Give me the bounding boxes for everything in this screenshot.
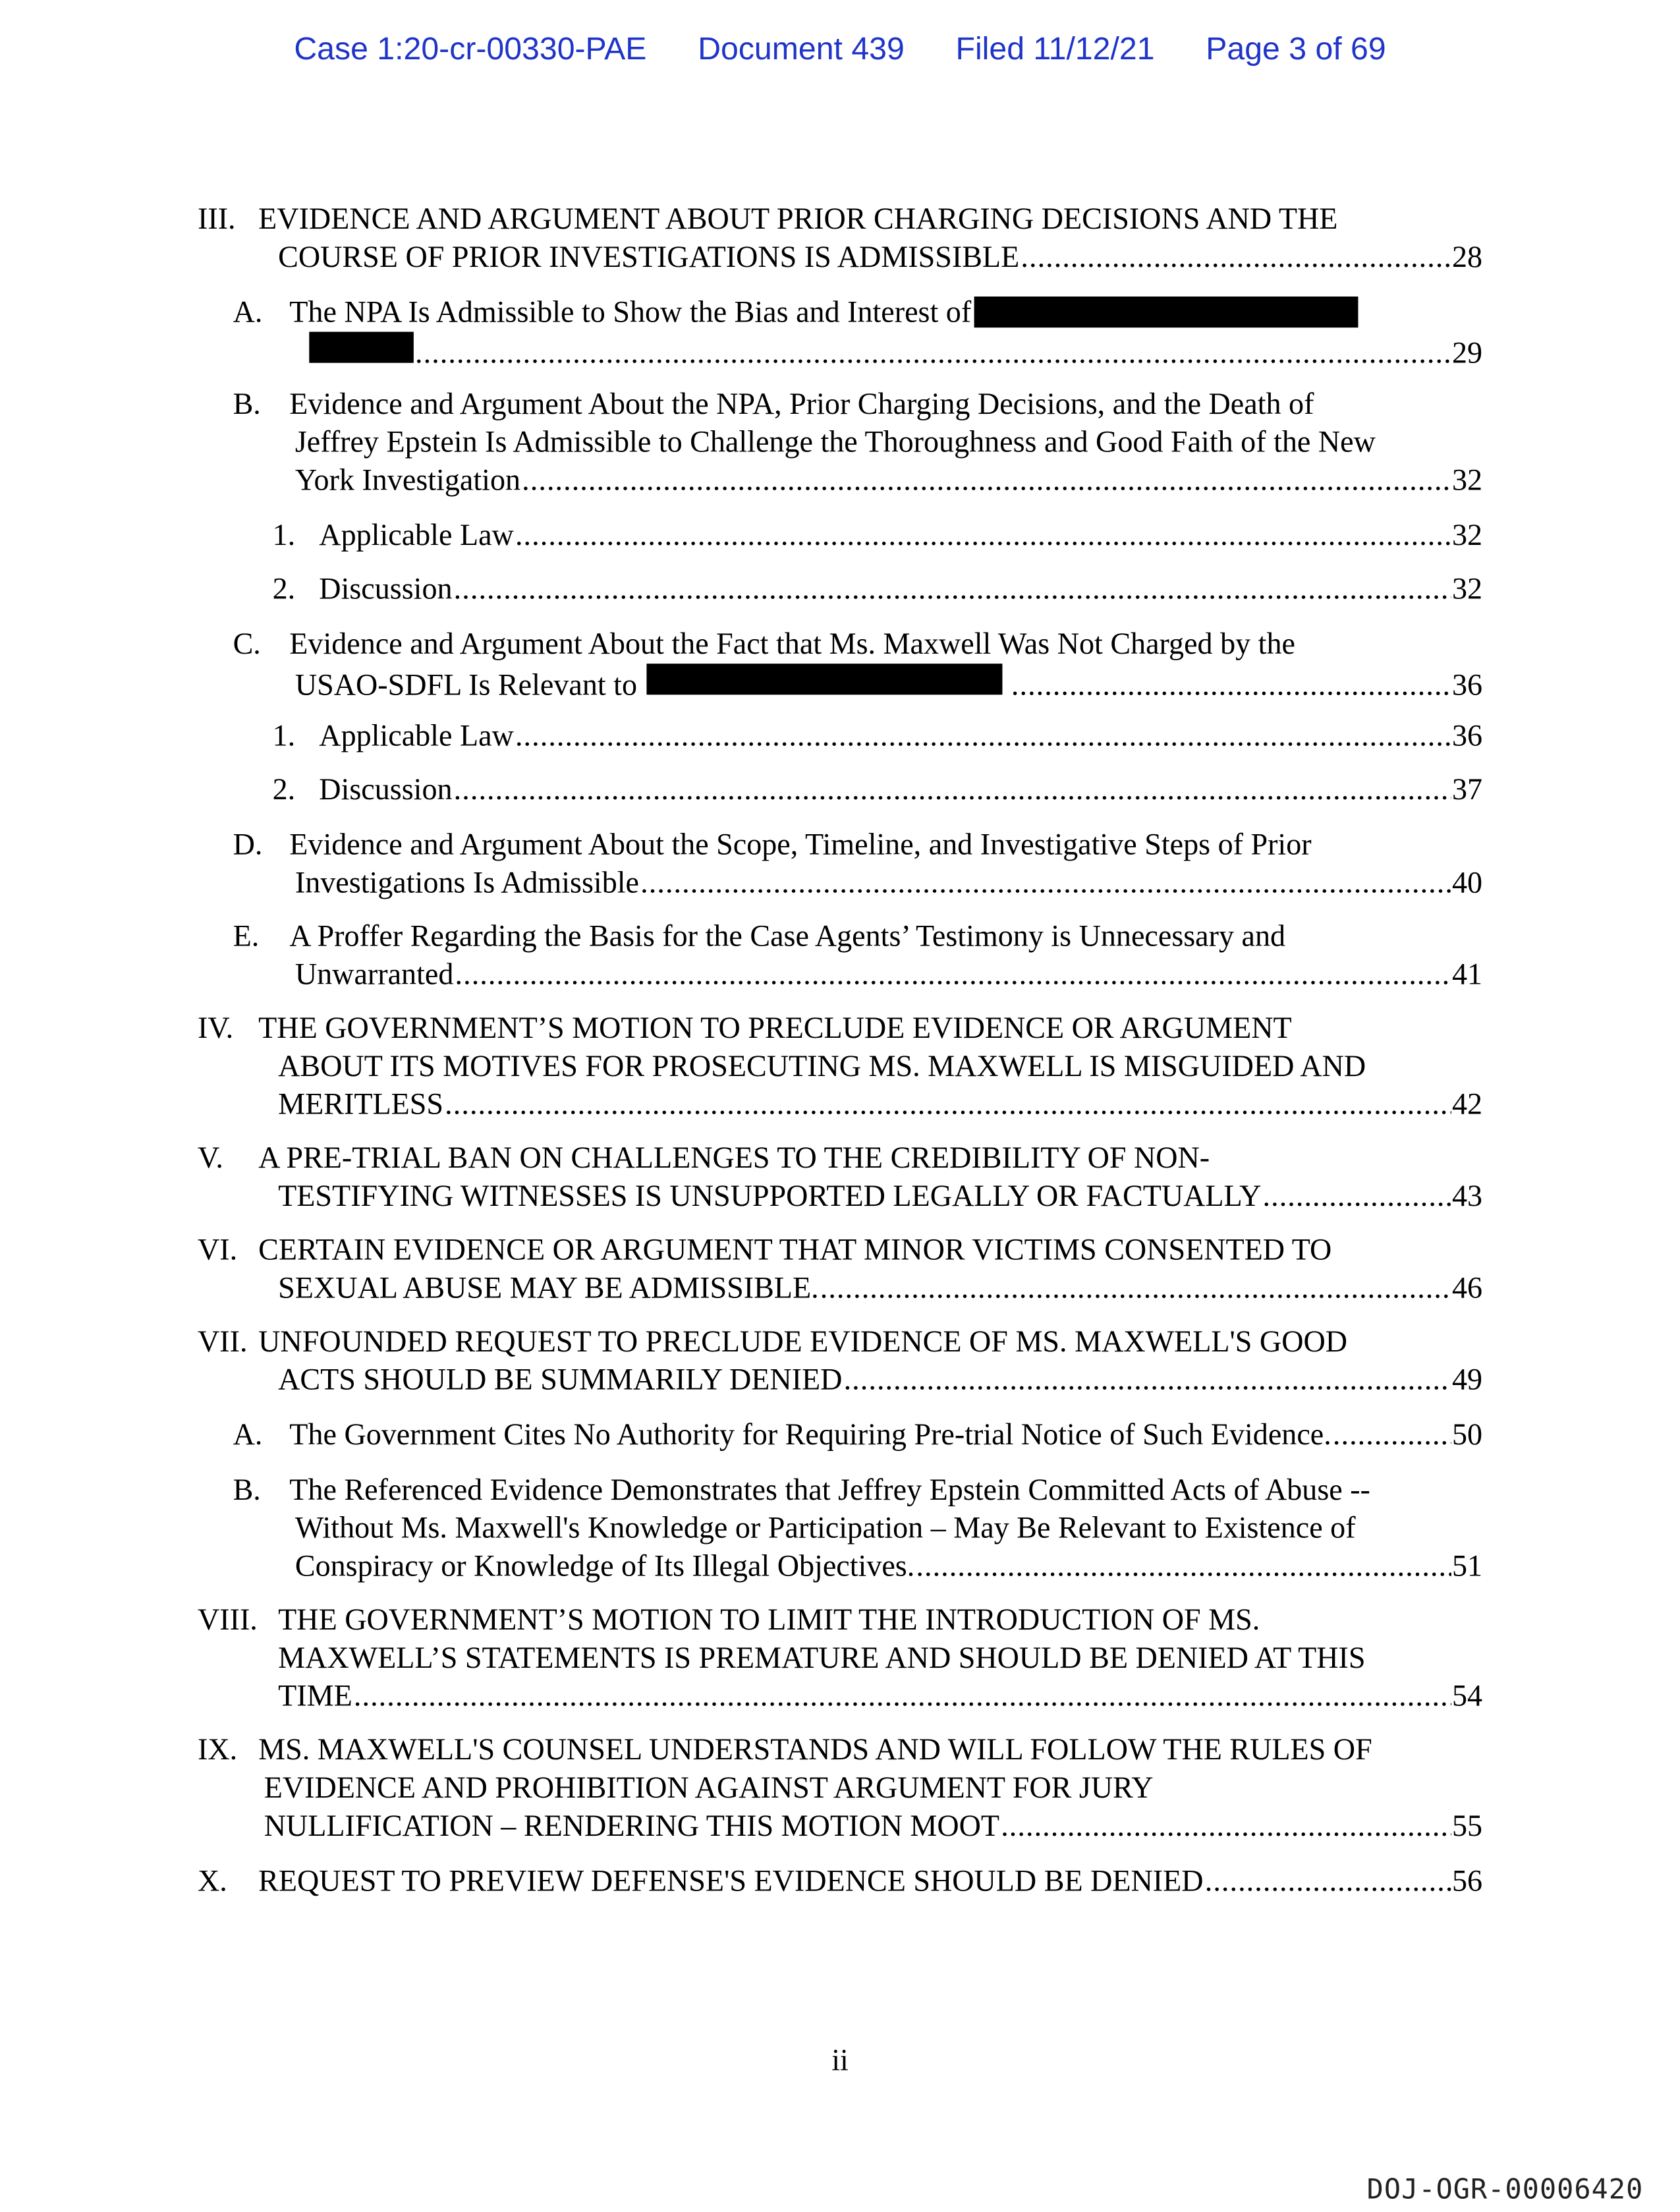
toc-heading: MERITLESS xyxy=(278,1087,444,1121)
toc-entry-iii-b-1 xyxy=(273,517,1482,555)
dot-leader xyxy=(844,1361,1451,1400)
toc-label: A. xyxy=(233,295,263,329)
toc-entry-vii-a xyxy=(233,1416,1482,1454)
toc-label: VI. xyxy=(198,1232,238,1267)
document-number: Document 439 xyxy=(698,31,905,67)
dot-leader xyxy=(522,462,1451,500)
toc-heading: CERTAIN EVIDENCE OR ARGUMENT THAT MINOR VICTIMS CONSENTED TO xyxy=(258,1232,1332,1267)
toc-heading: ACTS SHOULD BE SUMMARILY DENIED xyxy=(278,1362,843,1397)
dot-leader xyxy=(1205,1862,1451,1900)
dot-leader xyxy=(916,1548,1450,1586)
toc-heading: Without Ms. Maxwell's Knowledge or Participation – May Be Relevant to Existence of xyxy=(294,1510,1356,1545)
toc-page-number: 29 xyxy=(1451,336,1483,370)
toc-entry-iii-c-1 xyxy=(273,718,1482,756)
toc-heading: UNFOUNDED REQUEST TO PRECLUDE EVIDENCE OF MS. MAXWELL'S GOOD xyxy=(258,1324,1348,1359)
toc-entry-vii xyxy=(198,1323,1482,1400)
toc-heading: Conspiracy or Knowledge of Its Illegal Objectives. xyxy=(294,1548,915,1583)
toc-label: A. xyxy=(233,1417,263,1452)
toc-heading: The NPA Is Admissible to Show the Bias and Interest of xyxy=(289,295,972,329)
toc-heading: Evidence and Argument About the Fact that Ms. Maxwell Was Not Charged by the xyxy=(289,627,1295,661)
toc-heading: The Government Cites No Authority for Requiring Pre-trial Notice of Such Evidence. xyxy=(289,1417,1331,1452)
toc-page-number: 56 xyxy=(1451,1863,1483,1898)
toc-label: III. xyxy=(198,202,236,236)
toc-label: X. xyxy=(198,1863,227,1898)
toc-label: B. xyxy=(233,387,261,421)
toc-heading: Investigations Is Admissible xyxy=(294,865,640,900)
dot-leader xyxy=(454,771,1451,809)
toc-label: 2. xyxy=(272,772,296,807)
toc-heading: Discussion xyxy=(319,772,453,807)
toc-entry-iii-c-2 xyxy=(273,771,1482,809)
toc-page-number: 32 xyxy=(1451,463,1483,497)
toc-label: C. xyxy=(233,627,261,661)
toc-entry-iii-b xyxy=(233,385,1482,500)
redaction-bar xyxy=(647,664,1003,695)
redaction-bar xyxy=(974,297,1358,327)
toc-page-number: 40 xyxy=(1451,865,1483,900)
toc-entry-iii xyxy=(198,200,1482,277)
toc-heading: A Proffer Regarding the Basis for the Case Agents’ Testimony is Unnecessary and xyxy=(289,919,1286,953)
toc-label: VIII. xyxy=(198,1602,258,1637)
dot-leader xyxy=(1263,1177,1451,1216)
toc-label: V. xyxy=(198,1141,223,1175)
toc-heading: TESTIFYING WITNESSES IS UNSUPPORTED LEGALLY OR FACTUALLY xyxy=(278,1179,1262,1213)
toc-entry-vii-b xyxy=(233,1471,1482,1586)
toc-page-number: 46 xyxy=(1451,1270,1483,1305)
toc-page-number: 32 xyxy=(1451,571,1483,606)
toc-label: IV. xyxy=(198,1011,234,1045)
toc-entry-iv xyxy=(198,1009,1482,1124)
toc-page-number: 42 xyxy=(1451,1087,1483,1121)
toc-entry-iii-c xyxy=(233,625,1482,702)
dot-leader xyxy=(455,956,1451,994)
toc-heading: The Referenced Evidence Demonstrates that Jeffrey Epstein Committed Acts of Abuse -- xyxy=(289,1473,1370,1507)
toc-page-number: 37 xyxy=(1451,772,1483,807)
dot-leader xyxy=(415,335,1451,373)
toc-heading: THE GOVERNMENT’S MOTION TO PRECLUDE EVIDENCE OR ARGUMENT xyxy=(258,1011,1292,1045)
toc-heading: MS. MAXWELL'S COUNSEL UNDERSTANDS AND WILL FOLLOW THE RULES OF xyxy=(258,1732,1372,1767)
dot-leader xyxy=(354,1678,1451,1716)
dot-leader xyxy=(640,864,1451,902)
toc-page-number: 36 xyxy=(1451,718,1483,753)
toc-entry-iii-a xyxy=(233,294,1482,370)
toc-heading: Evidence and Argument About the Scope, Timeline, and Investigative Steps of Prior xyxy=(289,827,1312,862)
toc-heading: NULLIFICATION – RENDERING THIS MOTION MOOT xyxy=(264,1809,1000,1843)
toc-page-number: 28 xyxy=(1451,240,1483,274)
toc-page-number: 32 xyxy=(1451,518,1483,552)
toc-label: IX. xyxy=(198,1732,238,1767)
toc-heading: ABOUT ITS MOTIVES FOR PROSECUTING MS. MAXWELL IS MISGUIDED AND xyxy=(278,1049,1366,1083)
toc-heading: SEXUAL ABUSE MAY BE ADMISSIBLE. xyxy=(278,1270,819,1305)
dot-leader xyxy=(515,517,1451,555)
toc-heading: EVIDENCE AND PROHIBITION AGAINST ARGUMENT FOR JURY xyxy=(264,1771,1154,1805)
toc-page-number: 55 xyxy=(1451,1809,1483,1843)
toc-heading: EVIDENCE AND ARGUMENT ABOUT PRIOR CHARGING DECISIONS AND THE xyxy=(258,202,1338,236)
toc-heading: TIME xyxy=(278,1678,352,1713)
toc-label: 1. xyxy=(272,518,296,552)
toc-heading: MAXWELL’S STATEMENTS IS PREMATURE AND SHOULD BE DENIED AT THIS xyxy=(278,1641,1366,1675)
dot-leader xyxy=(820,1269,1451,1307)
toc-label: D. xyxy=(233,827,263,862)
toc-label: VII. xyxy=(198,1324,248,1359)
dot-leader xyxy=(445,1086,1451,1124)
ecf-header xyxy=(0,31,1680,68)
toc-page-number: 41 xyxy=(1451,957,1483,992)
toc-entry-ix xyxy=(198,1731,1482,1846)
dot-leader xyxy=(1011,666,1451,704)
toc-label: 1. xyxy=(272,718,296,753)
toc-heading: Unwarranted xyxy=(294,957,454,992)
dot-leader xyxy=(1001,1807,1451,1846)
toc-heading: Discussion xyxy=(319,571,453,606)
toc-page-number: 50 xyxy=(1451,1417,1483,1452)
dot-leader xyxy=(454,571,1451,609)
case-number: Case 1:20-cr-00330-PAE xyxy=(294,31,647,67)
toc-page-number: 49 xyxy=(1451,1362,1483,1397)
toc-page-number: 51 xyxy=(1451,1548,1483,1583)
toc-heading: A PRE-TRIAL BAN ON CHALLENGES TO THE CREDIBILITY OF NON- xyxy=(258,1141,1210,1175)
toc-heading: REQUEST TO PREVIEW DEFENSE'S EVIDENCE SHOULD BE DENIED xyxy=(258,1863,1204,1898)
toc-heading: Evidence and Argument About the NPA, Prior Charging Decisions, and the Death of xyxy=(289,387,1314,421)
toc-label: E. xyxy=(233,919,260,953)
page-number: ii xyxy=(831,2043,849,2078)
toc-heading: COURSE OF PRIOR INVESTIGATIONS IS ADMISSIBLE xyxy=(278,240,1020,274)
toc-page-number: 36 xyxy=(1451,667,1483,702)
toc-entry-x xyxy=(198,1862,1482,1900)
toc-heading: Applicable Law xyxy=(319,718,514,753)
toc-page-number: 54 xyxy=(1451,1678,1483,1713)
toc-entry-iii-b-2 xyxy=(273,571,1482,609)
toc-label: B. xyxy=(233,1473,261,1507)
toc-page-number: 43 xyxy=(1451,1179,1483,1213)
toc-entry-viii xyxy=(198,1601,1482,1716)
toc-entry-iii-e xyxy=(233,918,1482,994)
toc-heading: York Investigation xyxy=(294,463,521,497)
toc-heading: Jeffrey Epstein Is Admissible to Challenge the Thoroughness and Good Faith of the New xyxy=(294,425,1376,459)
toc-entry-iii-d xyxy=(233,826,1482,903)
bates-number: DOJ-OGR-00006420 xyxy=(1366,2172,1644,2206)
redaction-bar xyxy=(309,332,414,363)
filed-date: Filed 11/12/21 xyxy=(955,31,1155,67)
dot-leader xyxy=(1021,239,1450,277)
dot-leader xyxy=(515,718,1451,756)
dot-leader xyxy=(1333,1416,1451,1454)
toc-label: 2. xyxy=(272,571,296,606)
toc-heading: THE GOVERNMENT’S MOTION TO LIMIT THE INTRODUCTION OF MS. xyxy=(278,1602,1260,1637)
toc-heading: USAO-SDFL Is Relevant to xyxy=(294,667,638,702)
toc-entry-vi xyxy=(198,1232,1482,1308)
page-indicator: Page 3 of 69 xyxy=(1206,31,1386,67)
toc-entry-v xyxy=(198,1139,1482,1216)
toc-heading: Applicable Law xyxy=(319,518,514,552)
